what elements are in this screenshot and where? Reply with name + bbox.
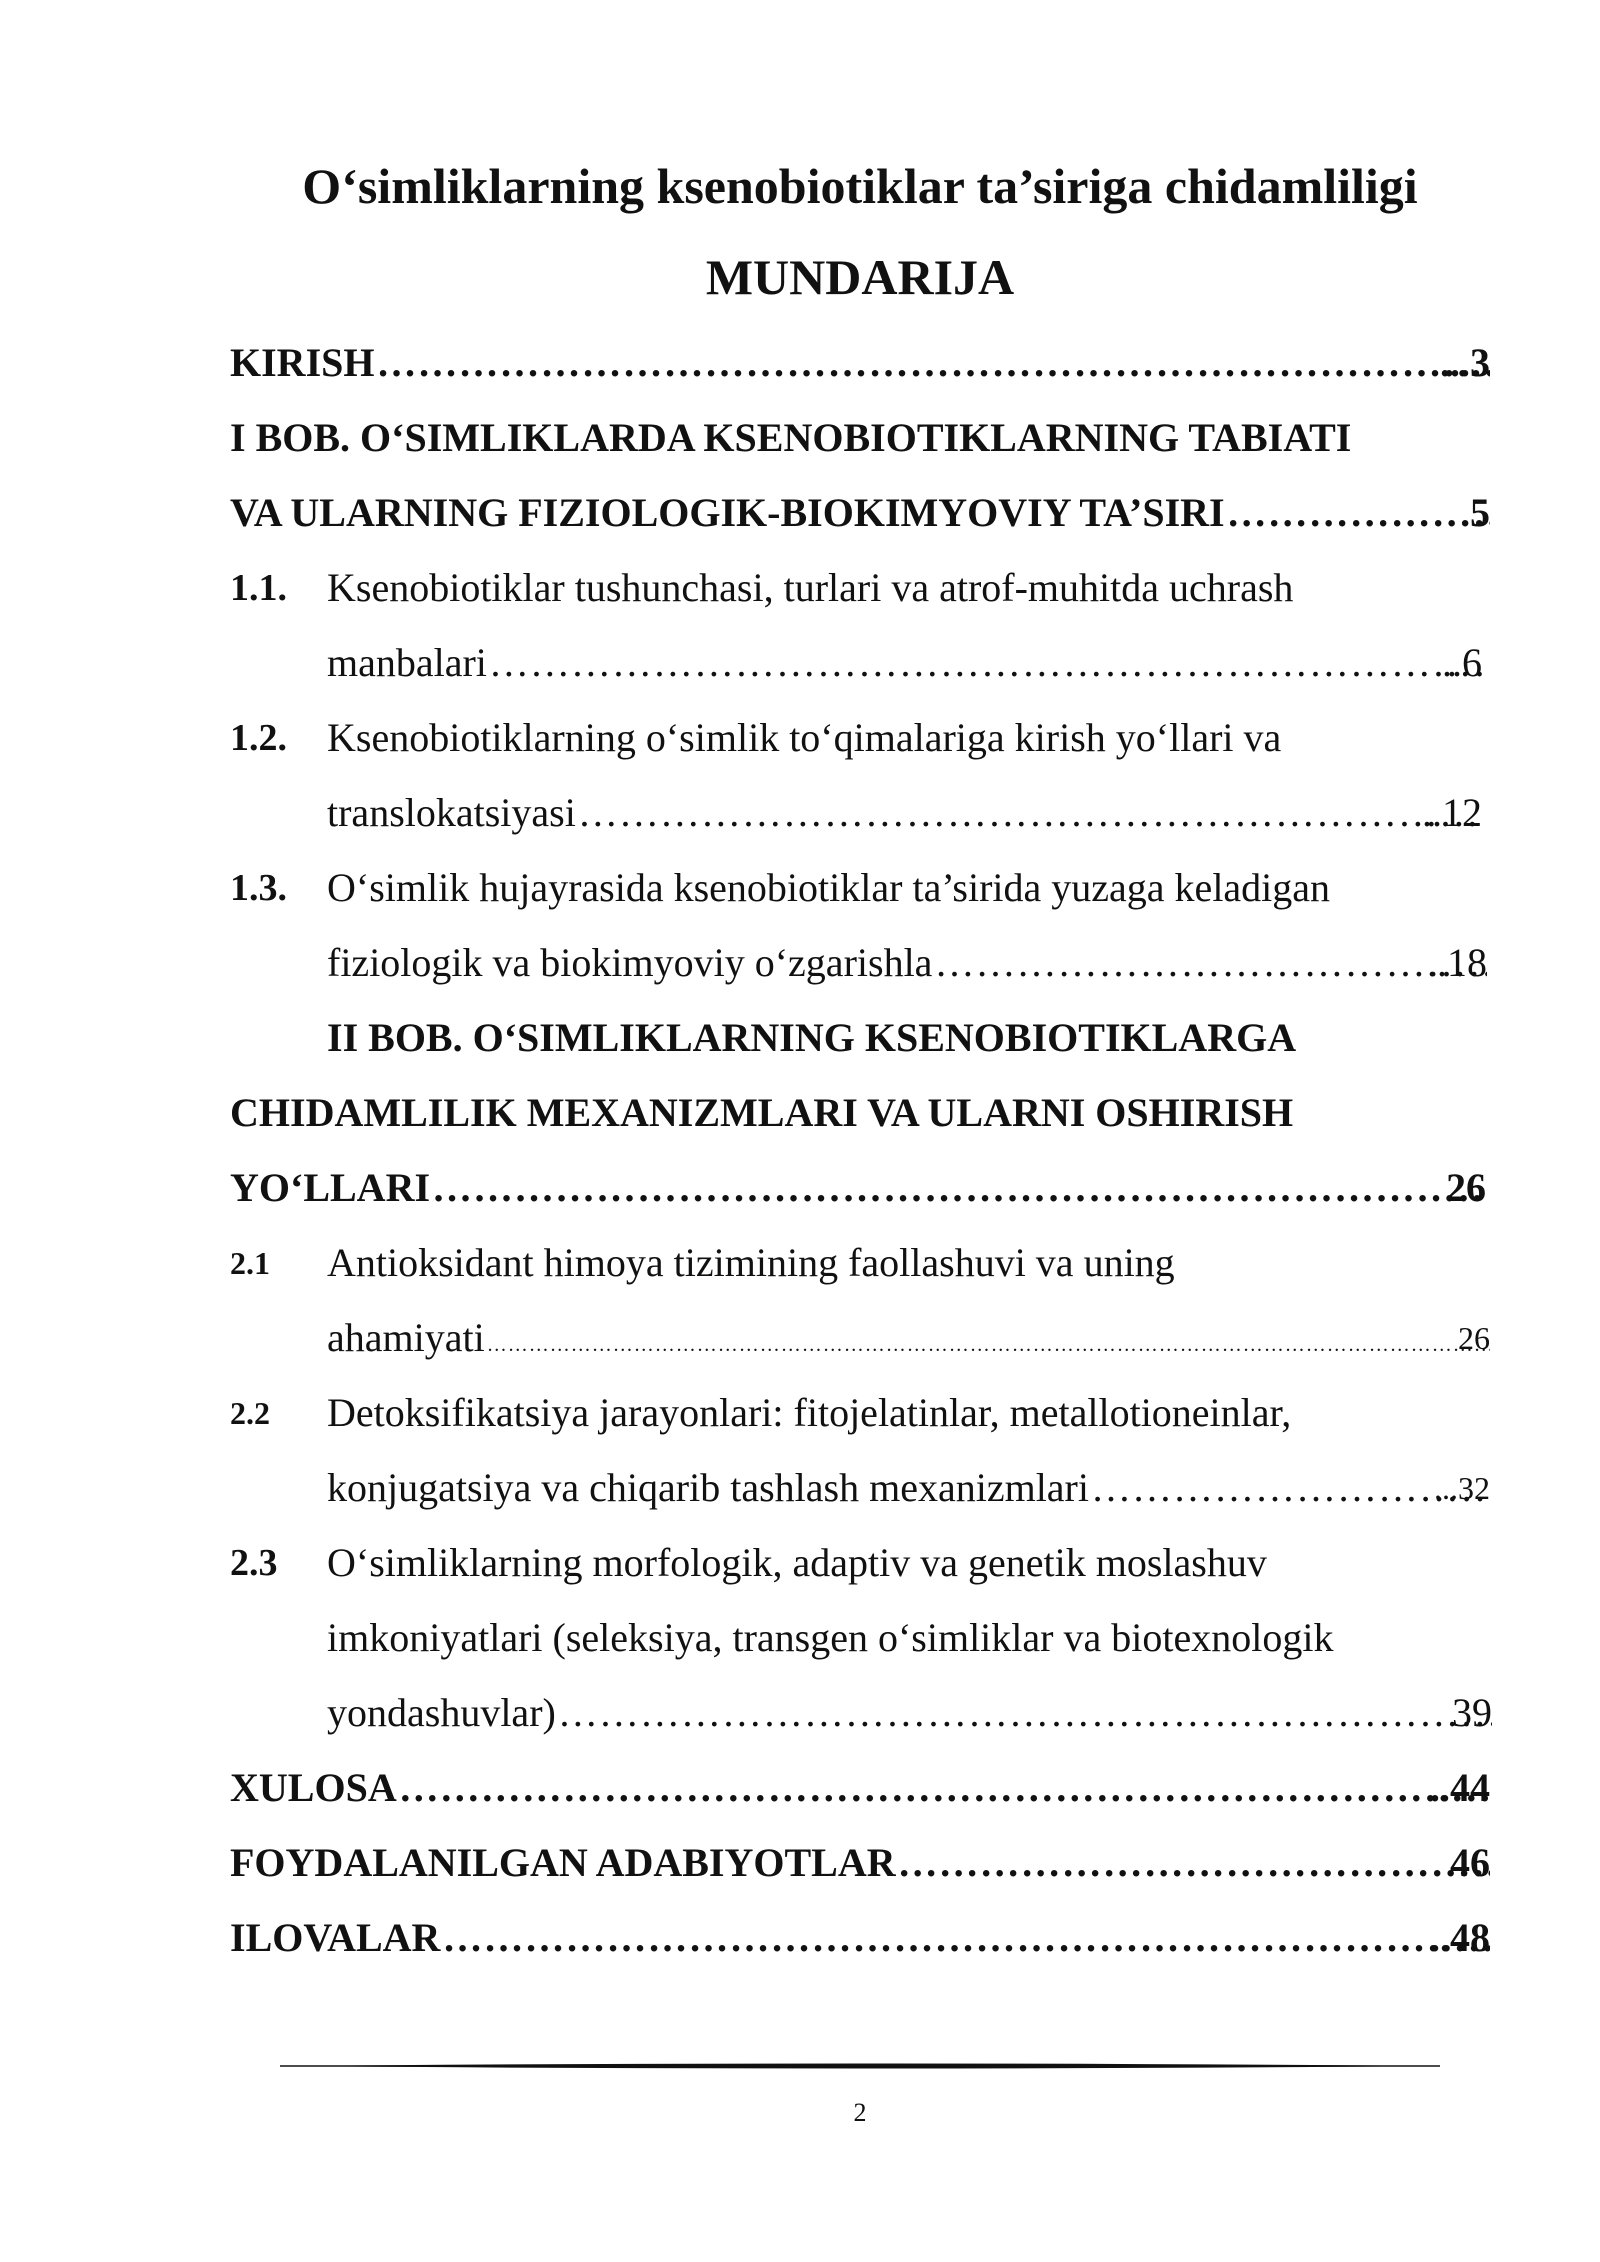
toc-entry-label: YO‘LLARI — [230, 1158, 432, 1218]
toc-entry-label: konjugatsiya va chiqarib tashlash mexanizmlari — [327, 1458, 1091, 1518]
toc-section-2-1-line1[interactable]: Antioksidant himoya tizimining faollashuvi va uning — [327, 1240, 1175, 1285]
toc-entry-label: FOYDALANILGAN ADABIYOTLAR — [230, 1833, 898, 1893]
dot-leader — [442, 1915, 1490, 1960]
toc-entry-label: VA ULARNING FIZIOLOGIK-BIOKIMYOVIY TA’SIRI — [230, 483, 1227, 543]
toc-page-number: ..6 — [1440, 633, 1482, 693]
page-number: 2 — [853, 2098, 867, 2127]
footer-divider — [280, 2062, 1440, 2070]
toc-page-number: 39 — [1450, 1683, 1492, 1743]
toc-entry-label: yondashuvlar) — [327, 1683, 558, 1743]
toc-page-number: 26 — [1444, 1158, 1486, 1218]
toc-entry-label: ahamiyati — [327, 1308, 487, 1368]
toc-section-2-3-line1[interactable]: O‘simliklarning morfologik, adaptiv va genetik moslashuv — [327, 1540, 1267, 1585]
dot-leader — [1227, 490, 1490, 535]
toc-section-1-2-line2[interactable] — [327, 783, 1482, 843]
toc-page-number: ..12 — [1420, 783, 1482, 843]
toc-section-2-2-line2[interactable] — [327, 1458, 1490, 1518]
toc-entry-adabiyotlar[interactable] — [230, 1833, 1490, 1893]
toc-section-number: 2.2 — [230, 1395, 270, 1431]
toc-entry-label: KIRISH — [230, 333, 377, 393]
dot-leader — [377, 340, 1491, 385]
toc-page-number: 46 — [1448, 1833, 1490, 1893]
toc-page-number: ...32 — [1432, 1458, 1490, 1518]
toc-page-number: 26 — [1456, 1308, 1490, 1368]
toc-section-2-1-line2[interactable] — [327, 1308, 1490, 1368]
toc-chapter-2-line1[interactable]: II BOB. O‘SIMLIKLARNING KSENOBIOTIKLARGA — [327, 1015, 1297, 1060]
toc-section-2-3-line2[interactable]: imkoniyatlari (seleksiya, transgen o‘simliklar va biotexnologik — [327, 1615, 1334, 1660]
dot-leader — [558, 1690, 1492, 1735]
toc-section-number: 1.1. — [230, 567, 287, 609]
toc-section-1-3-line1[interactable]: O‘simlik hujayrasida ksenobiotiklar ta’sirida yuzaga keladigan — [327, 865, 1331, 910]
dot-leader — [1091, 1465, 1490, 1510]
toc-section-1-3-line2[interactable] — [327, 933, 1487, 993]
toc-entry-label: manbalari — [327, 633, 489, 693]
toc-section-1-1-line2[interactable] — [327, 633, 1482, 693]
toc-entry-label: fiziologik va biokimyoviy o‘zgarishla — [327, 933, 934, 993]
toc-chapter-1-line1[interactable]: I BOB. O‘SIMLIKLARDA KSENOBIOTIKLARNING TABIATI — [230, 415, 1352, 460]
toc-page-number: 5 — [1468, 483, 1490, 543]
toc-page-number: ..44 — [1428, 1758, 1490, 1818]
toc-page-number: ..18 — [1425, 933, 1487, 993]
toc-page-number: ...3 — [1438, 333, 1490, 393]
document-title: O‘simliklarning ksenobiotiklar ta’siriga chidamliligi — [302, 158, 1418, 214]
toc-section-1-1-line1[interactable]: Ksenobiotiklar tushunchasi, turlari va atrof-muhitda uchrash — [327, 565, 1294, 610]
toc-section-2-2-line1[interactable]: Detoksifikatsiya jarayonlari: fitojelatinlar, metallotioneinlar, — [327, 1390, 1292, 1435]
dot-leader — [898, 1840, 1490, 1885]
toc-chapter-2-line2[interactable]: CHIDAMLILIK MEXANIZMLARI VA ULARNI OSHIRISH — [230, 1090, 1294, 1135]
toc-heading: MUNDARIJA — [705, 249, 1015, 305]
toc-section-number: 2.1 — [230, 1245, 270, 1281]
dot-leader — [399, 1765, 1490, 1810]
toc-entry-label: ILOVALAR — [230, 1908, 442, 1968]
toc-entry-kirish[interactable] — [230, 333, 1490, 393]
toc-entry-ilovalar[interactable] — [230, 1908, 1490, 1968]
toc-chapter-1-line2[interactable] — [230, 483, 1490, 543]
toc-chapter-2-line3[interactable] — [230, 1158, 1486, 1218]
toc-entry-label: XULOSA — [230, 1758, 399, 1818]
dot-leader — [487, 1334, 1490, 1356]
dot-leader — [934, 940, 1487, 985]
toc-section-number: 1.3. — [230, 867, 287, 909]
toc-section-1-2-line1[interactable]: Ksenobiotiklarning o‘simlik to‘qimalariga kirish yo‘llari va — [327, 715, 1282, 760]
dot-leader — [578, 790, 1482, 835]
dot-leader — [432, 1165, 1486, 1210]
dot-leader — [489, 640, 1482, 685]
toc-page-number: ..48 — [1428, 1908, 1490, 1968]
toc-section-number: 1.2. — [230, 717, 287, 759]
toc-entry-xulosa[interactable] — [230, 1758, 1490, 1818]
toc-entry-label: translokatsiyasi — [327, 783, 578, 843]
toc-section-2-3-line3[interactable] — [327, 1683, 1492, 1743]
toc-section-number: 2.3 — [230, 1542, 278, 1584]
